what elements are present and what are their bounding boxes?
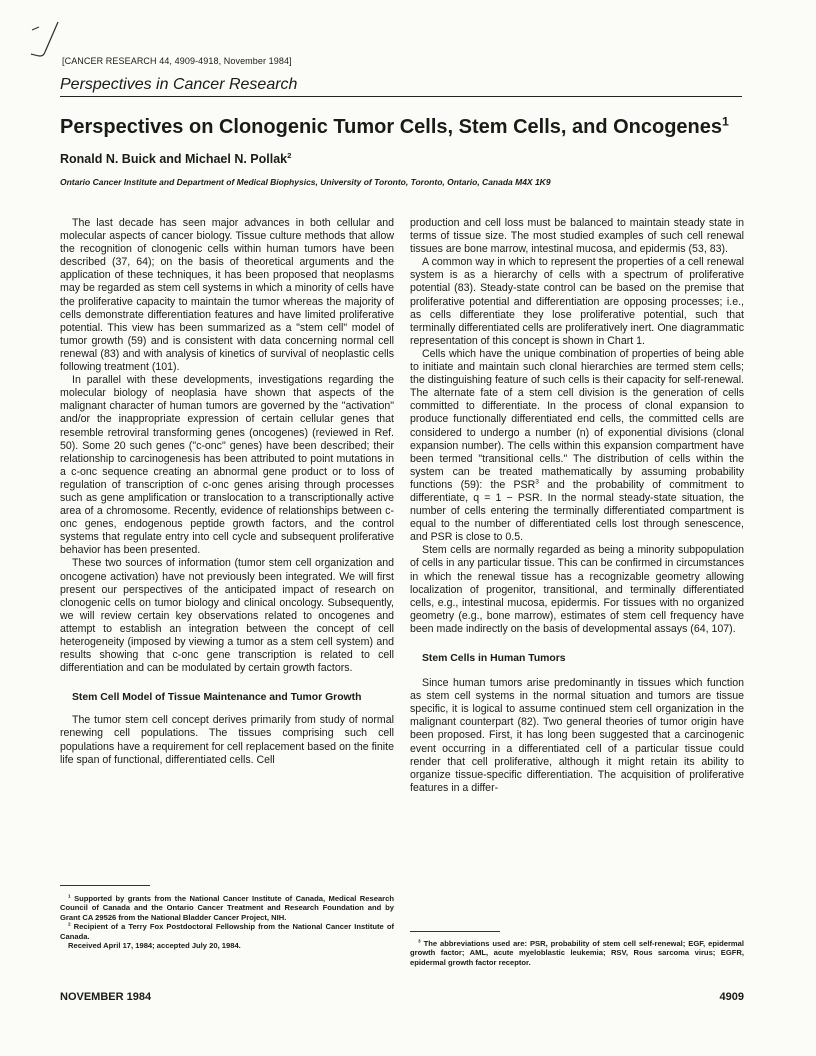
received-dates: Received April 17, 1984; accepted July 20, 1984. (68, 941, 241, 951)
footnote-rule (60, 885, 150, 886)
paragraph: production and cell loss must be balanced to maintain steady state in terms of tissue size. The most studied examples of such cell renewal tissues are bone marrow, intestinal mucosa, and epidermis (53, 83). (410, 217, 744, 256)
title-footnote-mark: 1 (722, 114, 729, 129)
footnote (60, 894, 394, 922)
footnote-rule (410, 931, 500, 932)
section-heading: Stem Cells in Human Tumors (422, 653, 566, 664)
paragraph: These two sources of information (tumor stem cell organization and oncogene activation) have not previously been integrated. We will first present our perspectives of the anticipated impact of research on clonogenic cells on tumor biology and clinical oncology. Subsequently, we will review certain key observations related to oncogenes and attempt to establish an integration between the concept of cell heterogeneity (imposed by viewing a tumor as a stem cell system) and results showing that c-onc gene transcription is related to cell differentiation and can be modulated by certain growth factors. (60, 557, 394, 675)
left-column (60, 217, 394, 767)
left-footnotes (60, 894, 394, 950)
paragraph-text: and the probability of commitment to differentiate, q = 1 − PSR. In the normal steady-state situation, the number of cells entering the terminally differentiated compartment is equal to the number of differentiated cells lost through senescence, and PSR is close to 0.5. (410, 478, 744, 544)
paragraph: The last decade has seen major advances in both cellular and molecular aspects of cancer biology. Tissue culture methods that allow the recognition of clonogenic cells within human tumors have been described (37, 64); on the basis of theoretical arguments and the application of these techniques, it has been proposed that neoplasms may be regarded as stem cell systems in which a minority of cells have the proliferative capacity to maintain the tumor whereas the majority of cells demonstrate differentiation features and have limited proliferative potential. This view has been summarized as a "stem cell" model of tumor growth (59) and is consistent with data concerning normal cell renewal (83) and with analysis of kinetics of survival of neoplastic cells following treatment (101). (60, 217, 394, 374)
paragraph (410, 348, 744, 544)
affiliation: Ontario Cancer Institute and Department of Medical Biophysics, University of Toronto, Toronto, Ontario, Canada M4X 1K9 (60, 177, 551, 187)
paragraph: Stem cells are normally regarded as being a minority subpopulation of cells in any particular tissue. This can be confirmed in circumstances in which the renewal tissue has a recognizable geometry allowing localization of progenitor, transitional, and terminally differentiated cells, e.g., intestinal mucosa, epidermis. For tissues with no organized geometry (e.g., bone marrow), estimates of stem cell frequency have been made indirectly on the basis of developmental assays (64, 107). (410, 544, 744, 635)
footnote-mark: 3 (418, 938, 421, 944)
footer-date: NOVEMBER 1984 (60, 991, 152, 1003)
paragraph: A common way in which to represent the properties of a cell renewal system is as a hierarchy of cells with a spectrum of proliferative potential (83). Steady-state control can be based on the premise that proliferative potential and differentiation are opposing processes; i.e., as cells differentiate they lose proliferative potential, such that terminally differentiated cells are proliferatively inert. One diagrammatic representation of this concept is shown in Chart 1. (410, 256, 744, 347)
footnote (410, 939, 744, 967)
footnote-text: Supported by grants from the National Cancer Institute of Canada, Medical Research Council of Canada and the Ontario Cancer Treatment and Research Foundation and by Grant CA 29526 from the National Bladder Cancer Project, NIH. (60, 894, 394, 922)
authors (60, 152, 291, 166)
footnote-mark: 3 (535, 478, 539, 486)
series-heading: Perspectives in Cancer Research (60, 76, 742, 97)
footnote (60, 922, 394, 941)
right-column (410, 217, 744, 795)
paragraph-text: Cells which have the unique combination of properties of being able to initiate and maintain such clonal hierarchies are termed stem cells; the distinguishing feature of such cells is their capacity for self-renewal. The alternate fate of a stem cell division is the generation of cells committed to differentiate. In the process of clonal expansion to produce functionally differentiated end cells, the committed cells are considered to undergo a number (n) of exponential divisions (clonal expansion number). The cells within this expansion compartment have been termed "transitional cells." The distribution of cells within the system can be treated mathematically by assuming probability functions (59): the PSR (410, 347, 744, 491)
title-text: Perspectives on Clonogenic Tumor Cells, Stem Cells, and Oncogenes (60, 116, 723, 138)
paragraph: Since human tumors arise predominantly in tissues which function as stem cell systems in the normal situation and tumors are tissue specific, it is logical to assume continued stem cell organization in the malignant counterpart (82). Two general theories of tumor origin have been proposed. First, it has long been suggested that a carcinogenic event occurring in a differentiated cell of a particular tissue could render that cell proliferative, although it might retain its ability to organize tissue-specific differentiation. The acquisition of proliferative features in a differ- (410, 677, 744, 794)
author-names: Ronald N. Buick and Michael N. Pollak (60, 152, 288, 166)
paragraph: The tumor stem cell concept derives primarily from study of normal renewing cell populations. The tissues comprising such cell populations have a requirement for cell replacement based on the finite life span of functional, differentiated cells. Cell (60, 714, 394, 766)
handwritten-check-mark (30, 20, 62, 62)
footnote-mark: 1 (68, 893, 71, 899)
footnote-text: Recipient of a Terry Fox Postdoctoral Fellowship from the National Cancer Institute of Canada. (60, 922, 394, 941)
footnote-text: The abbreviations used are: PSR, probability of stem cell self-renewal; EGF, epidermal growth factor; AML, acute myeloblastic leukemia; RSV, Rous sarcoma virus; EGFR, epidermal growth factor receptor. (410, 939, 744, 967)
author-footnote-mark: 2 (287, 150, 292, 160)
page-number: 4909 (719, 991, 744, 1003)
right-footnote (410, 939, 744, 967)
footnote-mark: 2 (68, 921, 71, 927)
paragraph: In parallel with these developments, investigations regarding the molecular biology of neoplasia have shown that aspects of the malignant character of human tumors are governed by the "activation" and/or the inappropriate expression of certain cellular genes that resemble retroviral transforming genes (oncogenes) (reviewed in Ref. 50). Some 20 such genes ("c-onc" genes) have been described; their relationship to carcinogenesis has been attributed to point mutations in a c-onc sequence creating an abnormal gene product or to loss of regulation of transcription of c-onc genes arising through processes such as gene amplification or translocation to a transcriptionally active area of a chromosome. Recently, evidence of relationships between c-onc genes, endogenous peptide growth factors, and the control systems that regulate entry into cell cycle and subsequent proliferative behavior has been presented. (60, 374, 394, 557)
journal-citation: [CANCER RESEARCH 44, 4909-4918, November 1984] (62, 56, 292, 66)
article-title (60, 116, 729, 139)
section-heading: Stem Cell Model of Tissue Maintenance and Tumor Growth (72, 692, 362, 704)
